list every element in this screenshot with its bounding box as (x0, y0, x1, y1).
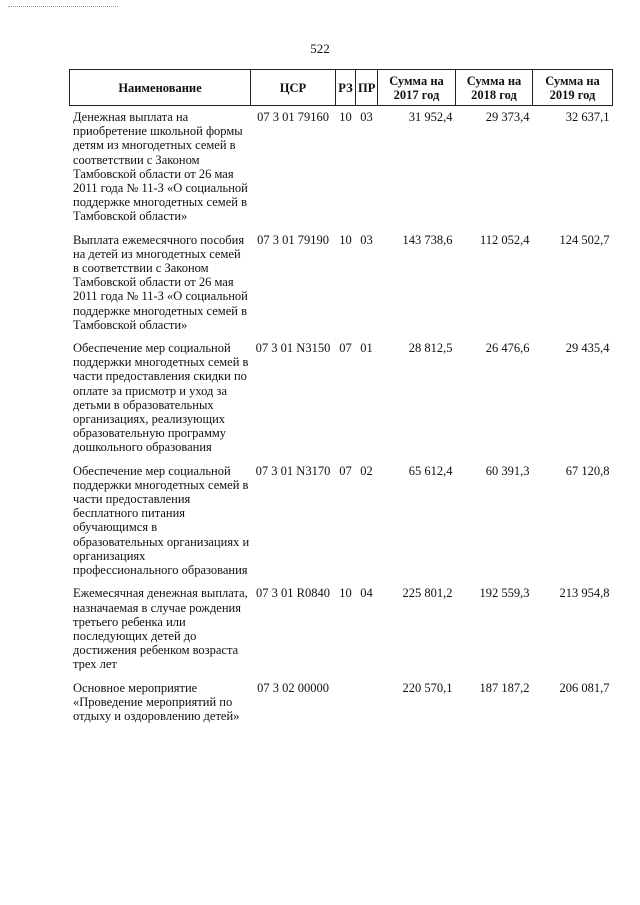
row-sum-2018: 187 187,2 (479, 680, 530, 695)
row-rz: 10 (339, 232, 352, 247)
row-sum-2017: 31 952,4 (408, 110, 453, 124)
row-sum-2019: 32 637,1 (565, 110, 610, 124)
header-name: Наименование (70, 70, 251, 106)
table-row (70, 337, 613, 460)
row-sum-2017: 225 801,2 (402, 586, 453, 601)
row-csr: 07 3 01 N3170 (255, 463, 331, 478)
row-csr: 07 3 01 R0840 (256, 586, 330, 601)
row-name: Денежная выплата на приобретение школьной формы детям из многодетных семей в соответствии с Законом Тамбовской области от 26 мая 2011 года № 11-З «О социальной поддержке многодетных семей в Тамбовской области» (73, 110, 248, 224)
row-sum-2018: 29 373,4 (485, 110, 530, 124)
row-sum-2017: 65 612,4 (408, 463, 453, 478)
row-sum-2017: 143 738,6 (402, 232, 453, 247)
row-csr: 07 3 01 N3150 (255, 341, 331, 356)
table-header-row (70, 70, 613, 106)
row-rz: 10 (339, 586, 352, 601)
row-name: Выплата ежемесячного пособия на детей из многодетных семей в соответствии с Законом Тамбовской области от 26 мая 2011 года № 11-З «О социальной поддержке многодетных семей в Тамбовской области» (73, 232, 248, 332)
row-pr: 03 (360, 110, 373, 124)
header-sum-2018: Сумма на 2018 год (456, 70, 533, 106)
scan-artifact-line (8, 6, 118, 7)
row-pr: 02 (360, 463, 373, 478)
header-csr: ЦСР (251, 70, 336, 106)
row-csr: 07 3 02 00000 (257, 680, 329, 695)
header-sum-2019: Сумма на 2019 год (533, 70, 613, 106)
row-sum-2019: 213 954,8 (559, 586, 610, 601)
row-sum-2017: 28 812,5 (408, 341, 453, 356)
row-sum-2018: 192 559,3 (479, 586, 530, 601)
row-name: Обеспечение мер социальной поддержки многодетных семей в части предоставления бесплатного питания обучающимся в образовательных организациях и организациях профессионального образования (73, 463, 250, 578)
row-sum-2018: 60 391,3 (485, 463, 530, 478)
row-rz (336, 677, 356, 729)
row-sum-2018: 26 476,6 (485, 341, 530, 356)
row-pr: 03 (360, 232, 373, 247)
row-csr: 07 3 01 79190 (257, 232, 329, 247)
row-sum-2019: 67 120,8 (565, 463, 610, 478)
row-sum-2019: 124 502,7 (559, 232, 610, 247)
table-row (70, 582, 613, 676)
row-rz: 07 (339, 341, 352, 356)
row-csr: 07 3 01 79160 (257, 110, 329, 124)
row-pr: 01 (360, 341, 373, 356)
row-pr: 04 (360, 586, 373, 601)
table-row (70, 460, 613, 583)
table-row (70, 106, 613, 229)
header-rz: РЗ (336, 70, 356, 106)
row-sum-2018: 112 052,4 (479, 232, 530, 247)
row-pr (356, 677, 378, 729)
row-name: Ежемесячная денежная выплата, назначаемая в случае рождения третьего ребенка или последующих детей до достижения ребенком возраста трех лет (73, 586, 248, 672)
row-sum-2017: 220 570,1 (402, 680, 453, 695)
row-name: Обеспечение мер социальной поддержки многодетных семей в части предоставления скидки по оплате за присмотр и уход за детьми в образовательных организациях, реализующих образовательную программу дошкольного образования (73, 341, 249, 455)
page-number: 522 (310, 41, 330, 56)
row-sum-2019: 206 081,7 (559, 680, 610, 695)
row-rz: 07 (339, 463, 352, 478)
row-rz: 10 (339, 110, 352, 124)
table-row (70, 229, 613, 337)
budget-table (69, 69, 613, 728)
header-pr: ПР (356, 70, 378, 106)
row-name: Основное мероприятие «Проведение мероприятий по отдыху и оздоровлению детей» (73, 680, 240, 723)
header-sum-2017: Сумма на 2017 год (378, 70, 456, 106)
table-row (70, 677, 613, 729)
row-sum-2019: 29 435,4 (565, 341, 610, 356)
